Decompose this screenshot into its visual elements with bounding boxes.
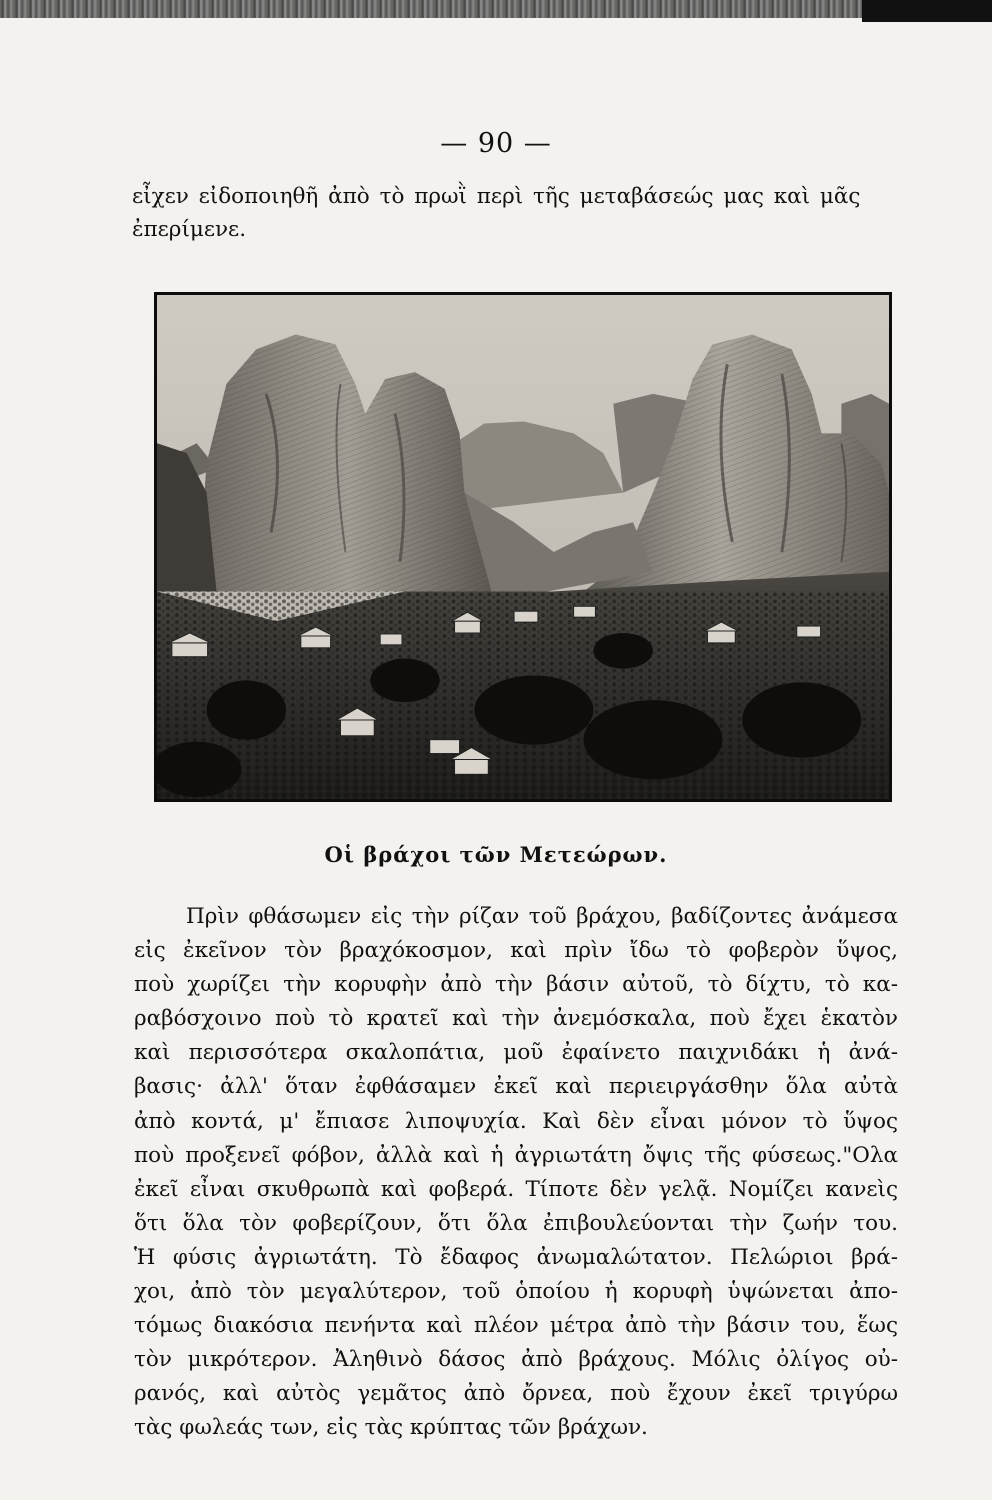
figure-caption: Οἱ βράχοι τῶν Μετεώρων.	[324, 842, 668, 867]
intro-line-2: ἐπερίμενε.	[132, 217, 247, 242]
body-line: τὸν μικρότερον. Ἀληθινὸ δάσος ἀπὸ βράχους. Μόλις ὀλίγος οὐ-	[134, 1347, 898, 1373]
body-line: Πρὶν φθάσωμεν εἰς τὴν ρίζαν τοῦ βράχου, βαδίζοντες ἀνάμεσα	[186, 904, 898, 929]
body-line: τόμως διακόσια πενήντα καὶ πλέον μέτρα ἀπὸ τὴν βάσιν του, ἕως	[134, 1313, 898, 1339]
body-line: βασις· ἀλλ' ὅταν ἐφθάσαμεν ἐκεῖ καὶ περιειργάσθην ὅλα αὐτὰ	[134, 1074, 898, 1100]
body-line: τὰς φωλεάς των, εἰς τὰς κρύπτας τῶν βράχων.	[134, 1415, 648, 1441]
body-line: ραβόσχοινο ποὺ τὸ κρατεῖ καὶ τὴν ἀνεμόσκαλα, ποὺ ἔχει ἑκατὸν	[134, 1006, 898, 1032]
meteora-photograph	[154, 292, 892, 802]
scan-top-edge	[0, 0, 992, 18]
body-line: καὶ περισσότερα σκαλοπάτια, μοῦ ἐφαίνετο παιχνιδάκι ἡ ἀνά-	[134, 1040, 898, 1066]
intro-line-1: εἶχεν εἰδοποιηθῆ ἀπὸ τὸ πρωῒ περὶ τῆς μεταβάσεώς μας καὶ μᾶς	[132, 184, 861, 209]
scan-top-corner	[862, 0, 992, 22]
body-line: ποὺ προξενεῖ φόβον, ἀλλὰ καὶ ἡ ἀγριωτάτη ὄψις τῆς φύσεως."Ολα	[134, 1142, 898, 1168]
body-line: εἰς ἐκεῖνον τὸν βραχόκοσμον, καὶ πρὶν ἴδω τὸ φοβερὸν ὕψος,	[134, 938, 898, 964]
body-line: ρανός, καὶ αὐτὸς γεμᾶτος ἀπὸ ὄρνεα, ποὺ ἔχουν ἐκεῖ τριγύρω	[134, 1381, 898, 1407]
page-number: — 90 —	[440, 128, 552, 159]
body-line: Ἡ φύσις ἀγριωτάτη. Τὸ ἔδαφος ἀνωμαλώτατον. Πελώριοι βρά-	[134, 1244, 898, 1270]
body-line: ἐκεῖ εἶναι σκυθρωπὰ καὶ φοβερά. Τίποτε δὲν γελᾷ. Νομίζει κανεὶς	[134, 1176, 898, 1202]
body-paragraph	[134, 900, 898, 1446]
body-line: ὅτι ὅλα τὸν φοβερίζουν, ὅτι ὅλα ἐπιβουλεύονται τὴν ζωήν του.	[134, 1210, 898, 1236]
body-line: χοι, ἀπὸ τὸν μεγαλύτερον, τοῦ ὁποίου ἡ κορυφὴ ὑψώνεται ἀπο-	[134, 1279, 898, 1305]
meteora-rocks-illustration	[157, 295, 889, 799]
body-line: ἀπὸ κοντά, μ' ἔπιασε λιποψυχία. Καὶ δὲν εἶναι μόνον τὸ ὕψος	[134, 1108, 898, 1134]
body-line: ποὺ χωρίζει τὴν κορυφὴν ἀπὸ τὴν βάσιν αὐτοῦ, τὸ δίχτυ, τὸ κα-	[134, 972, 898, 998]
